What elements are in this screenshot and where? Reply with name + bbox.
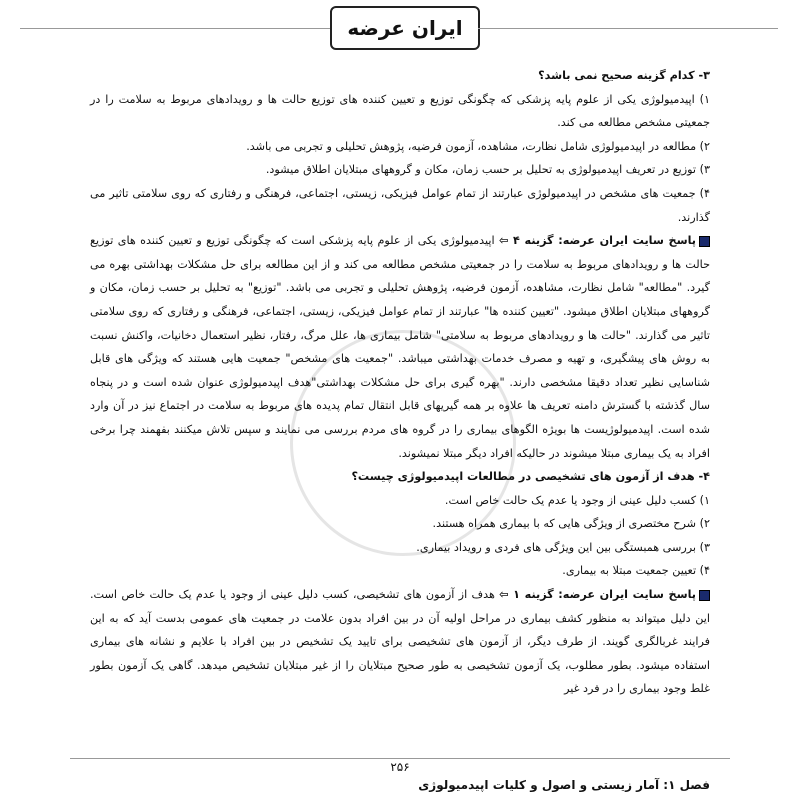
question-3-title: ۳- کدام گزینه صحیح نمی باشد؟ <box>538 69 710 82</box>
question-3-option-2: ۲) مطالعه در اپیدمیولوژی شامل نظارت، مشاهده، آزمون فرضیه، پژوهش تحلیلی و تجربی می باشد. <box>246 139 710 153</box>
page-number: ۲۵۶ <box>390 760 410 774</box>
question-3-answer <box>90 229 710 465</box>
logo-text: ایران عرضه <box>347 16 463 40</box>
question-3-answer-body: اپیدمیولوژی یکی از علوم پایه پزشکی است که چگونگی توزیع و تعیین کننده های توزیع حالت ها و رویدادهای مربوط به سلامت را در جمعیتی مشخص مطالعه می کند و از این مطالعه برای حل مشکلات بهداشتی بهره می گیرد. "مطالعه" شامل نظارت، مشاهده، آزمون فرضیه، پژوهش تحلیلی و تجربی می باشد. "توزیع" به تحلیل بر حسب زمان، مکان و گروههای مبتلایان اطلاق میشود. "تعیین کننده ها" عبارتند از تمام عوامل فیزیکی، زیستی، اجتماعی، فرهنگی و رفتاری که روی سلامتی تاثیر می گذارند. "حالت ها و رویدادهای مربوط به سلامتی" شامل بیماری ها، علل مرگ، رفتار، نظیر استعمال دخانیات، واکنش نسبت به روش های پیشگیری، و تهیه و مصرف خدمات بهداشتی میباشد. "جمعیت های مشخص" جمعیت هایی هستند که ویژگی های قابل شناسایی نظیر تعداد دقیقا مشخصی دارند. "بهره گیری برای حل مشکلات بهداشتی"هدف اپیدمیولوژی عنوان شده است و در پنجاه سال گذشته با گسترش دامنه تعریف ها علاوه بر همه گیریهای قابل انتقال تمام پدیده های مربوط به سلامت در اجتماع نیز در آن وارد شده است. اپیدمیولوژیست ها بویژه الگوهای بیماری را در گروه های مردم بررسی می نمایند و سپس تلاش میکنند بفهمند چرا برخی افراد به یک بیماری مبتلا میشوند در حالیکه افراد دیگر مبتلا نمیشوند. <box>90 234 710 460</box>
chapter-title: فصل ۱: آمار زیستی و اصول و کلیات اپیدمیولوژی <box>418 778 710 792</box>
question-3-option-3: ۳) توزیع در تعریف اپیدمیولوژی به تحلیل بر حسب زمان، مکان و گروههای مبتلایان اطلاق میشود. <box>265 163 710 177</box>
checkbox-icon <box>699 590 710 601</box>
checkbox-icon <box>699 236 710 247</box>
question-4-option-2: ۲) شرح مختصری از ویژگی هایی که با بیماری همراه هستند. <box>432 517 710 531</box>
question-3-answer-head: پاسخ سایت ایران عرضه: گزینه ۴ ⇦ <box>498 234 696 248</box>
question-3-option-1: ۱) اپیدمیولوژی یکی از علوم پایه پزشکی که چگونگی توزیع و تعیین کننده های توزیع حالت ها و رویدادهای مربوط به سلامت را در جمعیتی مشخص مطالعه می کند. <box>90 92 710 130</box>
header-rule-left <box>20 28 330 29</box>
header-rule-right <box>478 28 778 29</box>
question-4-answer-body: هدف از آزمون های تشخیصی، کسب دلیل عینی از وجود یا عدم یک حالت خاص است. این دلیل میتواند به منظور کشف بیماری در مراحل اولیه آن در بین افراد بدون علامت در جمعیت های عمومی بدست آید که به این فرایند غربالگری گویند. از طرف دیگر، از آزمون های تشخیصی برای تایید یک تشخیص در بین افراد با علایم و نشانه های بیماری استفاده میشود. بطور مطلوب، یک آزمون تشخیصی به طور صحیح مبتلایان را از غیر مبتلایان تشخیص میدهد. گاهی یک آزمون بطور غلط وجود بیماری را در فرد غیر <box>90 588 710 696</box>
question-4-option-1: ۱) کسب دلیل عینی از وجود یا عدم یک حالت خاص است. <box>444 493 710 507</box>
site-logo <box>330 6 480 50</box>
footer-rule <box>70 758 730 759</box>
question-3-option-4: ۴) جمعیت های مشخص در اپیدمیولوژی عبارتند از تمام عوامل فیزیکی، زیستی، اجتماعی، فرهنگی و رفتاری که روی سلامتی تاثیر می گذارند. <box>90 186 710 224</box>
question-4-option-4: ۴) تعیین جمعیت مبتلا به بیماری. <box>562 564 710 578</box>
page-content <box>90 64 710 701</box>
question-4-answer <box>90 583 710 701</box>
question-4-title: ۴- هدف از آزمون های تشخیصی در مطالعات اپیدمیولوژی چیست؟ <box>351 470 710 484</box>
question-4-option-3: ۳) بررسی همبستگی بین این ویژگی های فردی و رویداد بیماری. <box>416 540 710 554</box>
question-4-answer-head: پاسخ سایت ایران عرضه: گزینه ۱ ⇦ <box>499 588 696 602</box>
